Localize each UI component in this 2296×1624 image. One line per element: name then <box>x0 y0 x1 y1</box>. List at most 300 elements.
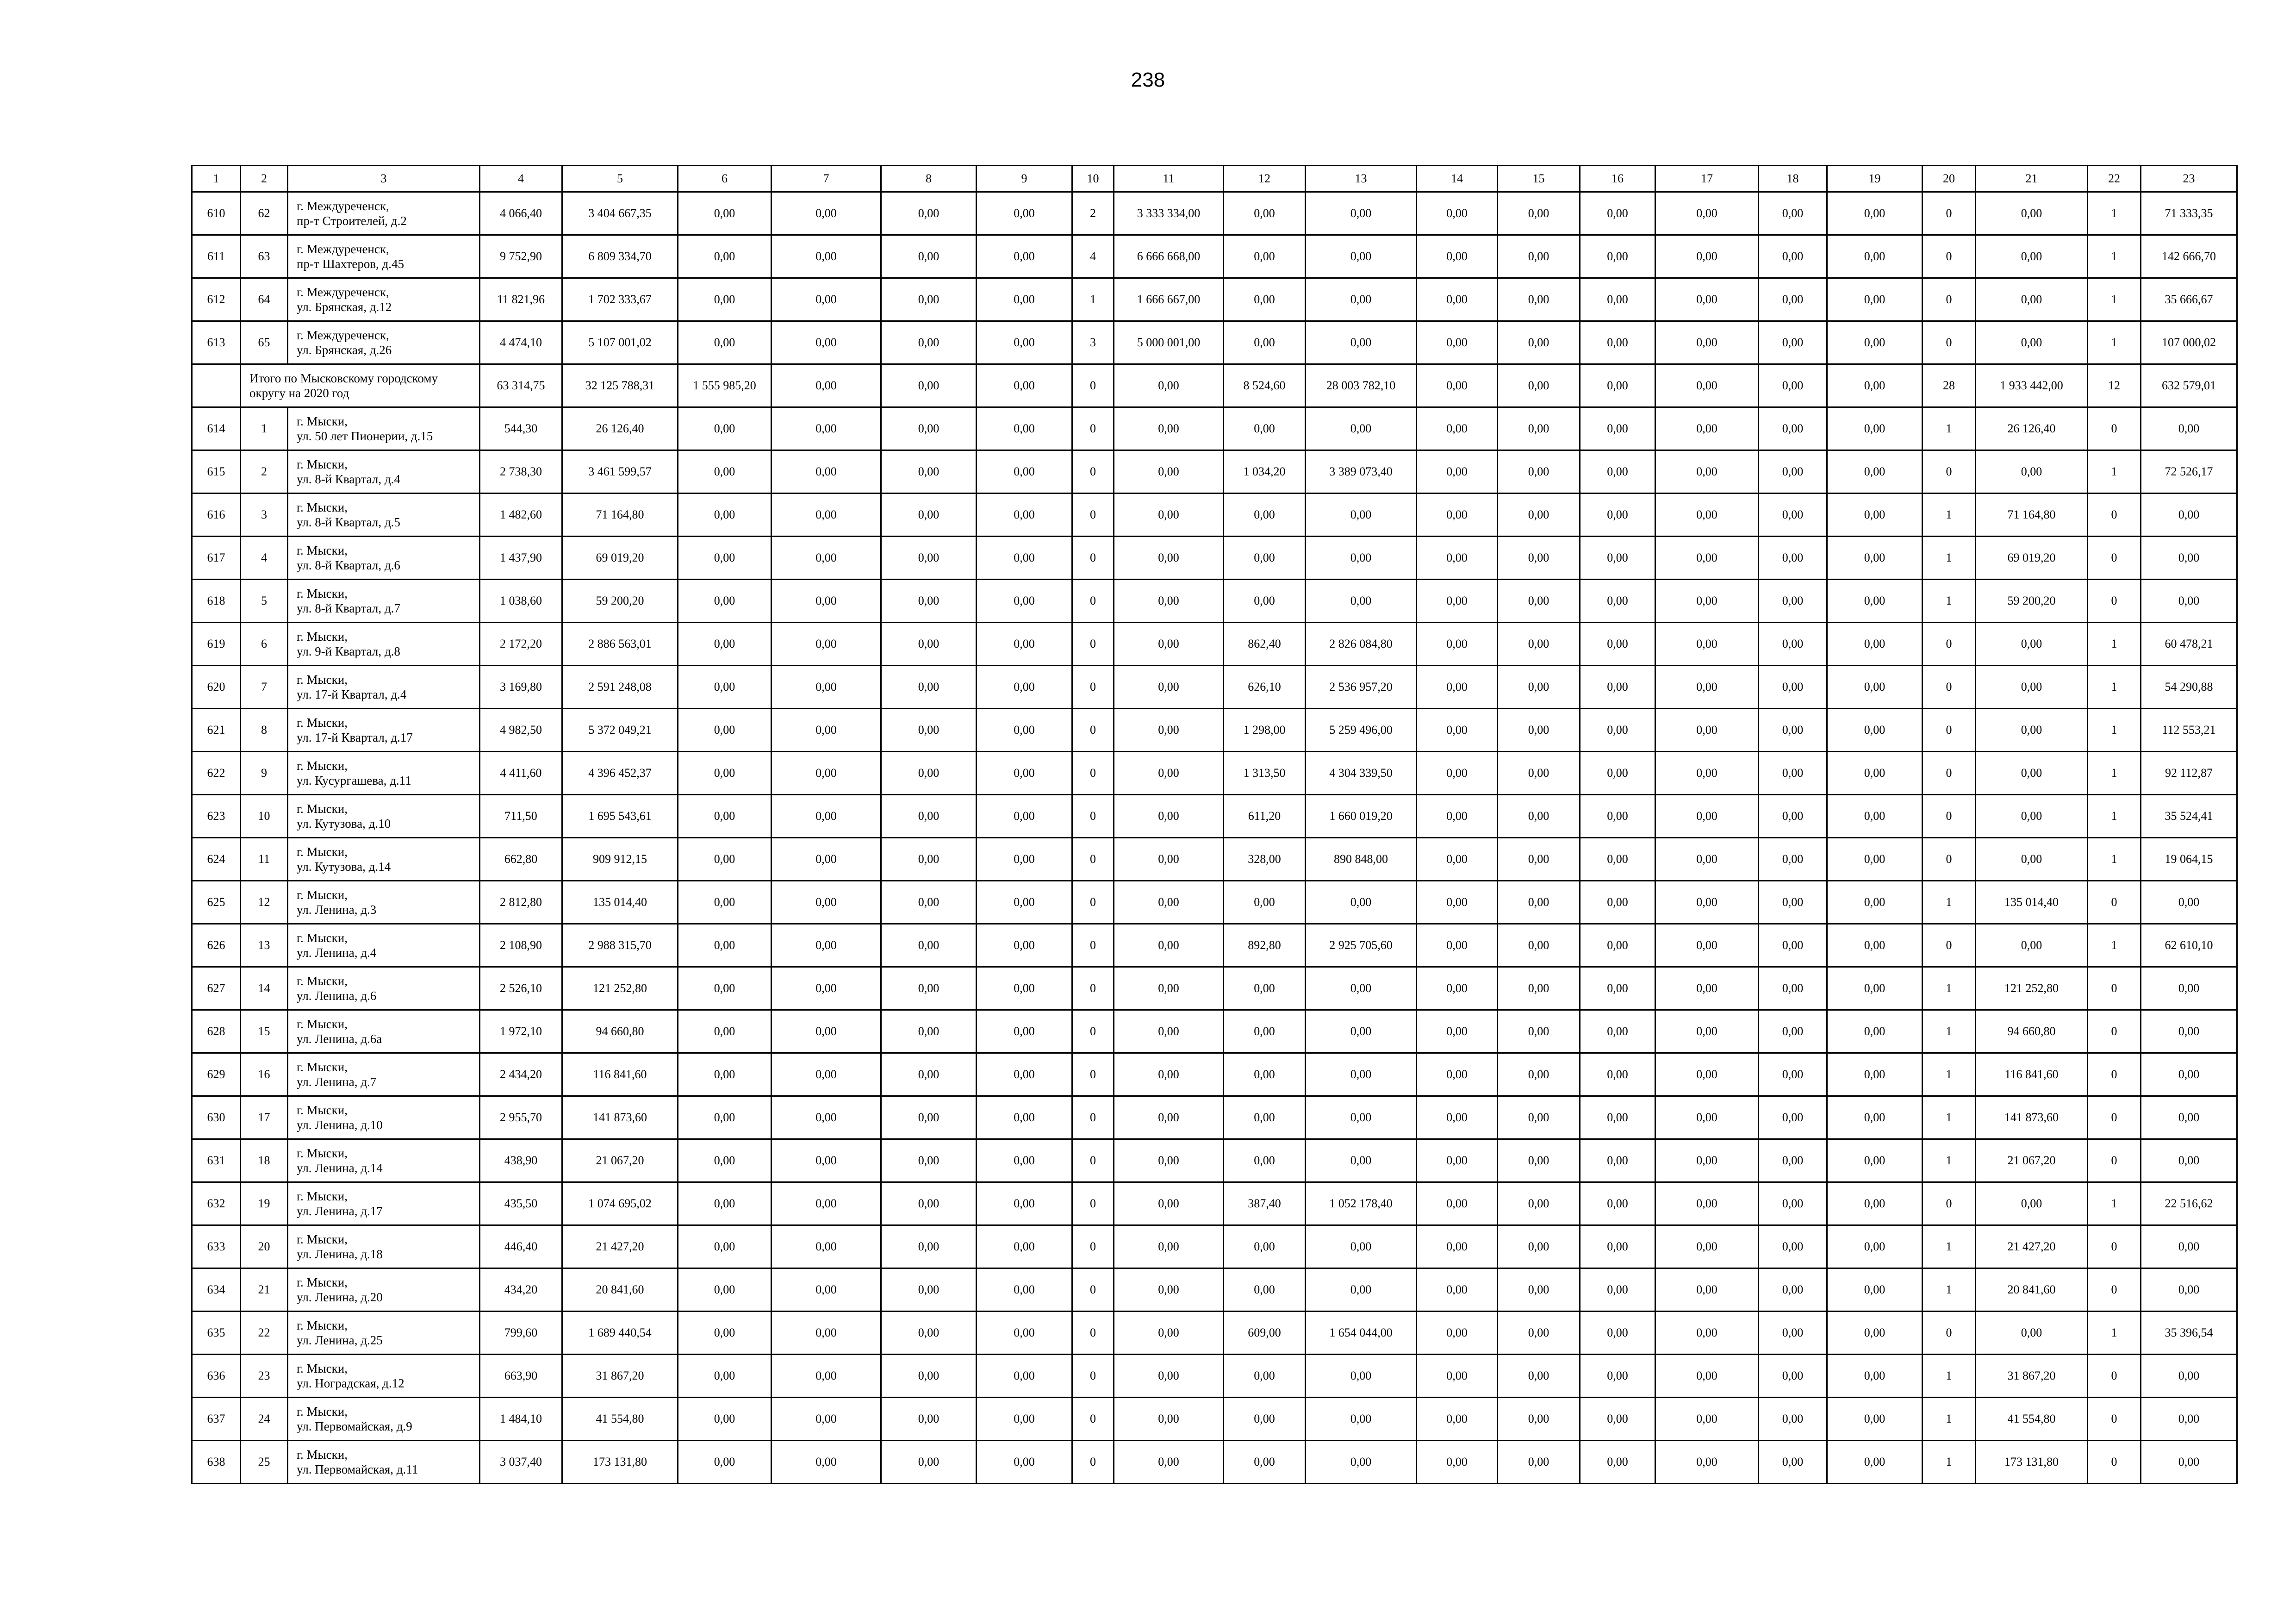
row-number: 631 <box>192 1139 241 1182</box>
row-number: 612 <box>192 278 241 321</box>
table-cell: 0,00 <box>1224 1096 1306 1139</box>
table-cell: 0,00 <box>1417 1225 1498 1268</box>
table-cell: 0,00 <box>1306 235 1417 278</box>
table-cell: 4 411,60 <box>480 752 562 795</box>
table-cell: 0,00 <box>678 752 772 795</box>
table-cell: 0,00 <box>1759 795 1827 838</box>
empty-cell <box>192 364 241 407</box>
table-cell: 0,00 <box>1580 666 1655 709</box>
table-cell: 22 516,62 <box>2141 1182 2237 1225</box>
table-cell: 0,00 <box>1417 278 1498 321</box>
table-cell: 0,00 <box>1306 1441 1417 1484</box>
column-header: 17 <box>1655 166 1759 192</box>
table-cell: 0,00 <box>1655 666 1759 709</box>
table-cell: 0 <box>2088 580 2141 623</box>
table-cell: 0,00 <box>1655 493 1759 537</box>
table-cell: 0,00 <box>1498 407 1580 450</box>
table-cell: 1 <box>1923 1268 1976 1312</box>
table-row <box>192 278 2237 321</box>
table-cell: 0 <box>1923 321 1976 364</box>
table-cell: 1 484,10 <box>480 1398 562 1441</box>
column-header: 16 <box>1580 166 1655 192</box>
table-cell: 0,00 <box>1114 838 1224 881</box>
table-cell: 0,00 <box>1655 752 1759 795</box>
cell-line: г. Мыски, <box>297 844 348 859</box>
table-cell: 1 <box>2088 1312 2141 1355</box>
table-cell: 0 <box>1072 1139 1114 1182</box>
table-cell: 387,40 <box>1224 1182 1306 1225</box>
table-cell: 0,00 <box>977 235 1072 278</box>
table-cell: 0 <box>2088 493 2141 537</box>
item-number: 7 <box>241 666 288 709</box>
table-cell: 0,00 <box>977 1053 1072 1096</box>
table-cell: 0,00 <box>1580 752 1655 795</box>
column-header: 19 <box>1827 166 1923 192</box>
table-cell: 28 003 782,10 <box>1306 364 1417 407</box>
table-cell: 0 <box>1072 967 1114 1010</box>
row-number: 635 <box>192 1312 241 1355</box>
table-cell: 609,00 <box>1224 1312 1306 1355</box>
address-cell <box>288 752 480 795</box>
table-cell: 0,00 <box>977 407 1072 450</box>
table-cell: 0,00 <box>678 924 772 967</box>
table-cell: 0,00 <box>1498 924 1580 967</box>
table-cell: 5 259 496,00 <box>1306 709 1417 752</box>
table-cell: 0,00 <box>1580 623 1655 666</box>
table-cell: 0,00 <box>1417 666 1498 709</box>
column-header: 1 <box>192 166 241 192</box>
table-cell: 0 <box>1072 407 1114 450</box>
table-cell: 0,00 <box>977 752 1072 795</box>
table-cell: 0,00 <box>1306 407 1417 450</box>
table-cell: 0,00 <box>678 1398 772 1441</box>
cell-line: г. Мыски, <box>297 1275 348 1289</box>
table-cell: 0 <box>2088 407 2141 450</box>
cell-line: г. Мыски, <box>297 543 348 557</box>
table-cell: 0,00 <box>1827 1268 1923 1312</box>
cell-line: г. Мыски, <box>297 1017 348 1031</box>
table-cell: 0 <box>2088 1268 2141 1312</box>
table-cell: 0,00 <box>1417 1182 1498 1225</box>
table-cell: 0,00 <box>1498 278 1580 321</box>
table-cell: 0,00 <box>1224 407 1306 450</box>
table-cell: 0,00 <box>678 537 772 580</box>
table-row <box>192 1441 2237 1484</box>
table-cell: 0,00 <box>772 1139 881 1182</box>
table-cell: 0,00 <box>1417 1053 1498 1096</box>
table-cell: 0,00 <box>881 1096 977 1139</box>
item-number: 62 <box>241 192 288 235</box>
cell-line: Итого по Мысковскому городскому <box>249 371 438 385</box>
table-cell: 0,00 <box>678 1010 772 1053</box>
table-cell: 0,00 <box>1224 1139 1306 1182</box>
item-number: 13 <box>241 924 288 967</box>
table-cell: 663,90 <box>480 1355 562 1398</box>
table-cell: 0,00 <box>2141 1096 2237 1139</box>
table-cell: 0,00 <box>1306 192 1417 235</box>
total-row <box>192 364 2237 407</box>
cell-line: округу на 2020 год <box>249 386 349 400</box>
cell-line: г. Мыски, <box>297 414 348 428</box>
row-number: 632 <box>192 1182 241 1225</box>
table-cell: 0,00 <box>772 752 881 795</box>
table-row <box>192 1182 2237 1225</box>
cell-line: пр-т Шахтеров, д.45 <box>297 257 404 271</box>
table-cell: 0,00 <box>1580 235 1655 278</box>
table-cell: 0,00 <box>1655 967 1759 1010</box>
table-cell: 0,00 <box>678 1139 772 1182</box>
table-cell: 0,00 <box>1827 967 1923 1010</box>
table-cell: 1 <box>2088 795 2141 838</box>
table-cell: 0 <box>1923 192 1976 235</box>
table-cell: 0,00 <box>1827 537 1923 580</box>
table-cell: 0,00 <box>2141 1010 2237 1053</box>
table-cell: 0,00 <box>1827 450 1923 493</box>
table-cell: 0,00 <box>1759 1355 1827 1398</box>
table-cell: 0,00 <box>772 235 881 278</box>
table-cell: 328,00 <box>1224 838 1306 881</box>
cell-line: г. Мыски, <box>297 1189 348 1203</box>
table-cell: 1 555 985,20 <box>678 364 772 407</box>
table-cell: 0,00 <box>1114 795 1224 838</box>
table-cell: 0,00 <box>1306 1053 1417 1096</box>
table-cell: 0,00 <box>772 924 881 967</box>
table-cell: 0,00 <box>1580 838 1655 881</box>
table-cell: 0 <box>1072 881 1114 924</box>
table-cell: 1 <box>1923 493 1976 537</box>
row-number: 613 <box>192 321 241 364</box>
table-cell: 0,00 <box>772 1096 881 1139</box>
column-header: 7 <box>772 166 881 192</box>
table-cell: 0,00 <box>1306 1268 1417 1312</box>
table-cell: 0 <box>1072 364 1114 407</box>
table-row <box>192 1096 2237 1139</box>
table-cell: 0,00 <box>1306 881 1417 924</box>
table-cell: 0,00 <box>772 1312 881 1355</box>
table-cell: 12 <box>2088 364 2141 407</box>
table-cell: 0,00 <box>1306 1010 1417 1053</box>
table-cell: 0,00 <box>1759 1398 1827 1441</box>
table-cell: 0,00 <box>1417 450 1498 493</box>
table-cell: 0,00 <box>1976 838 2088 881</box>
table-cell: 1 <box>1923 1053 1976 1096</box>
table-cell: 2 591 248,08 <box>562 666 678 709</box>
table-cell: 0,00 <box>678 278 772 321</box>
table-cell: 0,00 <box>678 881 772 924</box>
table-cell: 0,00 <box>678 1355 772 1398</box>
table-cell: 0,00 <box>1580 278 1655 321</box>
table-cell: 0,00 <box>881 537 977 580</box>
table-cell: 0,00 <box>678 1182 772 1225</box>
address-cell <box>288 407 480 450</box>
table-cell: 0,00 <box>772 493 881 537</box>
table-row <box>192 795 2237 838</box>
table-cell: 0,00 <box>977 1010 1072 1053</box>
table-cell: 0 <box>1923 278 1976 321</box>
table-cell: 1 666 667,00 <box>1114 278 1224 321</box>
table-cell: 0,00 <box>1976 709 2088 752</box>
table-cell: 0,00 <box>1306 967 1417 1010</box>
table-cell: 0,00 <box>977 924 1072 967</box>
table-cell: 0,00 <box>1114 537 1224 580</box>
table-cell: 35 396,54 <box>2141 1312 2237 1355</box>
table-cell: 1 <box>2088 235 2141 278</box>
table-cell: 5 107 001,02 <box>562 321 678 364</box>
row-number: 614 <box>192 407 241 450</box>
table-cell: 2 108,90 <box>480 924 562 967</box>
item-number: 25 <box>241 1441 288 1484</box>
table-cell: 0,00 <box>1827 1312 1923 1355</box>
cell-line: г. Мыски, <box>297 629 348 643</box>
table-cell: 0,00 <box>1976 192 2088 235</box>
table-cell: 0 <box>1923 623 1976 666</box>
cell-line: г. Мыски, <box>297 1060 348 1074</box>
table-cell: 0 <box>1072 709 1114 752</box>
table-cell: 0,00 <box>1224 537 1306 580</box>
table-cell: 135 014,40 <box>562 881 678 924</box>
table-cell: 0,00 <box>1759 1053 1827 1096</box>
table-cell: 59 200,20 <box>562 580 678 623</box>
table-cell: 0 <box>1923 1182 1976 1225</box>
table-cell: 0,00 <box>678 1096 772 1139</box>
table-cell: 0,00 <box>1827 752 1923 795</box>
table-cell: 0,00 <box>678 580 772 623</box>
address-cell <box>288 1355 480 1398</box>
table-cell: 0,00 <box>1114 1355 1224 1398</box>
table-cell: 0,00 <box>678 1268 772 1312</box>
table-cell: 0,00 <box>1759 364 1827 407</box>
table-cell: 0 <box>1072 1053 1114 1096</box>
table-cell: 35 524,41 <box>2141 795 2237 838</box>
table-cell: 0,00 <box>678 235 772 278</box>
table-cell: 0,00 <box>1417 709 1498 752</box>
table-cell: 0,00 <box>1759 450 1827 493</box>
address-cell <box>288 1312 480 1355</box>
table-cell: 0,00 <box>1498 537 1580 580</box>
table-cell: 0,00 <box>772 1053 881 1096</box>
table-cell: 0,00 <box>772 580 881 623</box>
cell-line: г. Мыски, <box>297 1447 348 1462</box>
cell-line: ул. Брянская, д.12 <box>297 300 392 314</box>
table-cell: 0,00 <box>2141 580 2237 623</box>
table-cell: 0,00 <box>1580 580 1655 623</box>
table-cell: 0,00 <box>1224 192 1306 235</box>
cell-line: г. Мыски, <box>297 758 348 773</box>
item-number: 6 <box>241 623 288 666</box>
cell-line: г. Междуреченск, <box>297 242 389 256</box>
table-cell: 0,00 <box>1114 1225 1224 1268</box>
table-cell: 0,00 <box>1114 881 1224 924</box>
table-cell: 3 389 073,40 <box>1306 450 1417 493</box>
table-cell: 141 873,60 <box>562 1096 678 1139</box>
table-cell: 0,00 <box>977 1139 1072 1182</box>
table-cell: 0,00 <box>1224 1398 1306 1441</box>
table-cell: 0 <box>1072 493 1114 537</box>
table-cell: 0,00 <box>881 881 977 924</box>
table-cell: 0,00 <box>1655 1139 1759 1182</box>
cell-line: ул. 8-й Квартал, д.7 <box>297 601 400 615</box>
table-cell: 0,00 <box>2141 1398 2237 1441</box>
table-cell: 0,00 <box>977 881 1072 924</box>
item-number: 11 <box>241 838 288 881</box>
table-cell: 0,00 <box>977 1398 1072 1441</box>
table-cell: 0,00 <box>1498 1096 1580 1139</box>
table-cell: 121 252,80 <box>1976 967 2088 1010</box>
row-number: 630 <box>192 1096 241 1139</box>
table-cell: 0,00 <box>2141 1268 2237 1312</box>
table-cell: 0,00 <box>881 924 977 967</box>
table-cell: 0,00 <box>772 321 881 364</box>
table-cell: 0,00 <box>2141 1225 2237 1268</box>
table-cell: 0,00 <box>772 278 881 321</box>
table-cell: 0,00 <box>1224 321 1306 364</box>
table-cell: 0,00 <box>1655 881 1759 924</box>
table-cell: 0,00 <box>1655 709 1759 752</box>
table-row <box>192 450 2237 493</box>
table-cell: 0 <box>1923 795 1976 838</box>
cell-line: пр-т Строителей, д.2 <box>297 214 407 228</box>
table-cell: 0,00 <box>1655 580 1759 623</box>
address-cell <box>288 493 480 537</box>
address-cell <box>288 1441 480 1484</box>
table-cell: 0,00 <box>1306 1139 1417 1182</box>
cell-line: г. Мыски, <box>297 1232 348 1246</box>
table-cell: 0,00 <box>1114 1139 1224 1182</box>
table-cell: 0 <box>1072 1096 1114 1139</box>
table-cell: 0,00 <box>1827 192 1923 235</box>
table-cell: 0,00 <box>977 278 1072 321</box>
item-number: 22 <box>241 1312 288 1355</box>
table-row <box>192 752 2237 795</box>
item-number: 63 <box>241 235 288 278</box>
table-cell: 0,00 <box>1417 1355 1498 1398</box>
table-cell: 0,00 <box>1417 493 1498 537</box>
address-cell <box>288 537 480 580</box>
table-cell: 0,00 <box>1114 450 1224 493</box>
table-cell: 0 <box>1072 752 1114 795</box>
table-cell: 0,00 <box>1827 623 1923 666</box>
row-number: 626 <box>192 924 241 967</box>
table-cell: 11 821,96 <box>480 278 562 321</box>
row-number: 636 <box>192 1355 241 1398</box>
table-cell: 446,40 <box>480 1225 562 1268</box>
table-cell: 3 461 599,57 <box>562 450 678 493</box>
table-cell: 0,00 <box>1417 924 1498 967</box>
table-row <box>192 838 2237 881</box>
table-cell: 0,00 <box>1655 1010 1759 1053</box>
table-row <box>192 1053 2237 1096</box>
table-cell: 1 <box>1923 1225 1976 1268</box>
table-cell: 0,00 <box>1655 838 1759 881</box>
table-cell: 0,00 <box>881 407 977 450</box>
table-cell: 28 <box>1923 364 1976 407</box>
table-cell: 0,00 <box>881 1398 977 1441</box>
table-cell: 1 <box>2088 752 2141 795</box>
table-cell: 0 <box>2088 967 2141 1010</box>
address-cell <box>288 580 480 623</box>
table-cell: 1 <box>1923 1096 1976 1139</box>
table-cell: 0,00 <box>1498 838 1580 881</box>
address-cell <box>288 235 480 278</box>
table-cell: 0,00 <box>1759 1139 1827 1182</box>
cell-line: г. Мыски, <box>297 1146 348 1160</box>
table-cell: 1 074 695,02 <box>562 1182 678 1225</box>
table-cell: 3 169,80 <box>480 666 562 709</box>
table-cell: 0,00 <box>881 709 977 752</box>
table-cell: 0,00 <box>772 881 881 924</box>
item-number: 4 <box>241 537 288 580</box>
cell-line: г. Мыски, <box>297 801 348 816</box>
table-cell: 173 131,80 <box>1976 1441 2088 1484</box>
cell-line: г. Мыски, <box>297 1361 348 1375</box>
table-cell: 0,00 <box>2141 881 2237 924</box>
table-cell: 121 252,80 <box>562 967 678 1010</box>
table-cell: 0,00 <box>881 235 977 278</box>
table-cell: 0,00 <box>1655 407 1759 450</box>
table-cell: 0,00 <box>977 192 1072 235</box>
table-cell: 19 064,15 <box>2141 838 2237 881</box>
table-cell: 0,00 <box>1580 709 1655 752</box>
table-cell: 3 333 334,00 <box>1114 192 1224 235</box>
table-row <box>192 1139 2237 1182</box>
column-header: 21 <box>1976 166 2088 192</box>
table-cell: 0,00 <box>1655 450 1759 493</box>
cell-line: ул. Кутузова, д.10 <box>297 817 391 831</box>
table-row <box>192 407 2237 450</box>
table-cell: 0,00 <box>1417 967 1498 1010</box>
table-cell: 0,00 <box>1498 709 1580 752</box>
table-cell: 0 <box>1072 1225 1114 1268</box>
row-number: 610 <box>192 192 241 235</box>
cell-line: г. Мыски, <box>297 457 348 471</box>
table-cell: 0,00 <box>1498 1355 1580 1398</box>
table-cell: 1 <box>1923 407 1976 450</box>
table-cell: 0,00 <box>1759 924 1827 967</box>
table-cell: 0,00 <box>1655 924 1759 967</box>
table-cell: 0,00 <box>1827 924 1923 967</box>
table-cell: 0,00 <box>1827 493 1923 537</box>
table-cell: 0,00 <box>977 1441 1072 1484</box>
address-cell <box>288 881 480 924</box>
table-cell: 544,30 <box>480 407 562 450</box>
table-cell: 0,00 <box>678 493 772 537</box>
table-cell: 0,00 <box>772 623 881 666</box>
table-cell: 1 <box>1923 1355 1976 1398</box>
table-cell: 0,00 <box>1580 1268 1655 1312</box>
table-cell: 0,00 <box>1580 881 1655 924</box>
table-cell: 2 826 084,80 <box>1306 623 1417 666</box>
row-number: 634 <box>192 1268 241 1312</box>
table-row <box>192 537 2237 580</box>
table-cell: 0,00 <box>977 1268 1072 1312</box>
table-cell: 0 <box>1923 838 1976 881</box>
row-number: 624 <box>192 838 241 881</box>
table-cell: 0,00 <box>1759 838 1827 881</box>
table-cell: 0,00 <box>772 1398 881 1441</box>
table-cell: 0,00 <box>772 192 881 235</box>
table-cell: 1 <box>2088 321 2141 364</box>
table-cell: 0,00 <box>1827 1182 1923 1225</box>
table-cell: 0,00 <box>2141 1139 2237 1182</box>
page-number: 238 <box>1131 69 1165 91</box>
table-row <box>192 623 2237 666</box>
table-cell: 20 841,60 <box>1976 1268 2088 1312</box>
table-cell: 2 988 315,70 <box>562 924 678 967</box>
cell-line: ул. 9-й Квартал, д.8 <box>297 644 400 658</box>
table-cell: 0,00 <box>1759 1441 1827 1484</box>
table-cell: 0,00 <box>881 1139 977 1182</box>
item-number: 2 <box>241 450 288 493</box>
